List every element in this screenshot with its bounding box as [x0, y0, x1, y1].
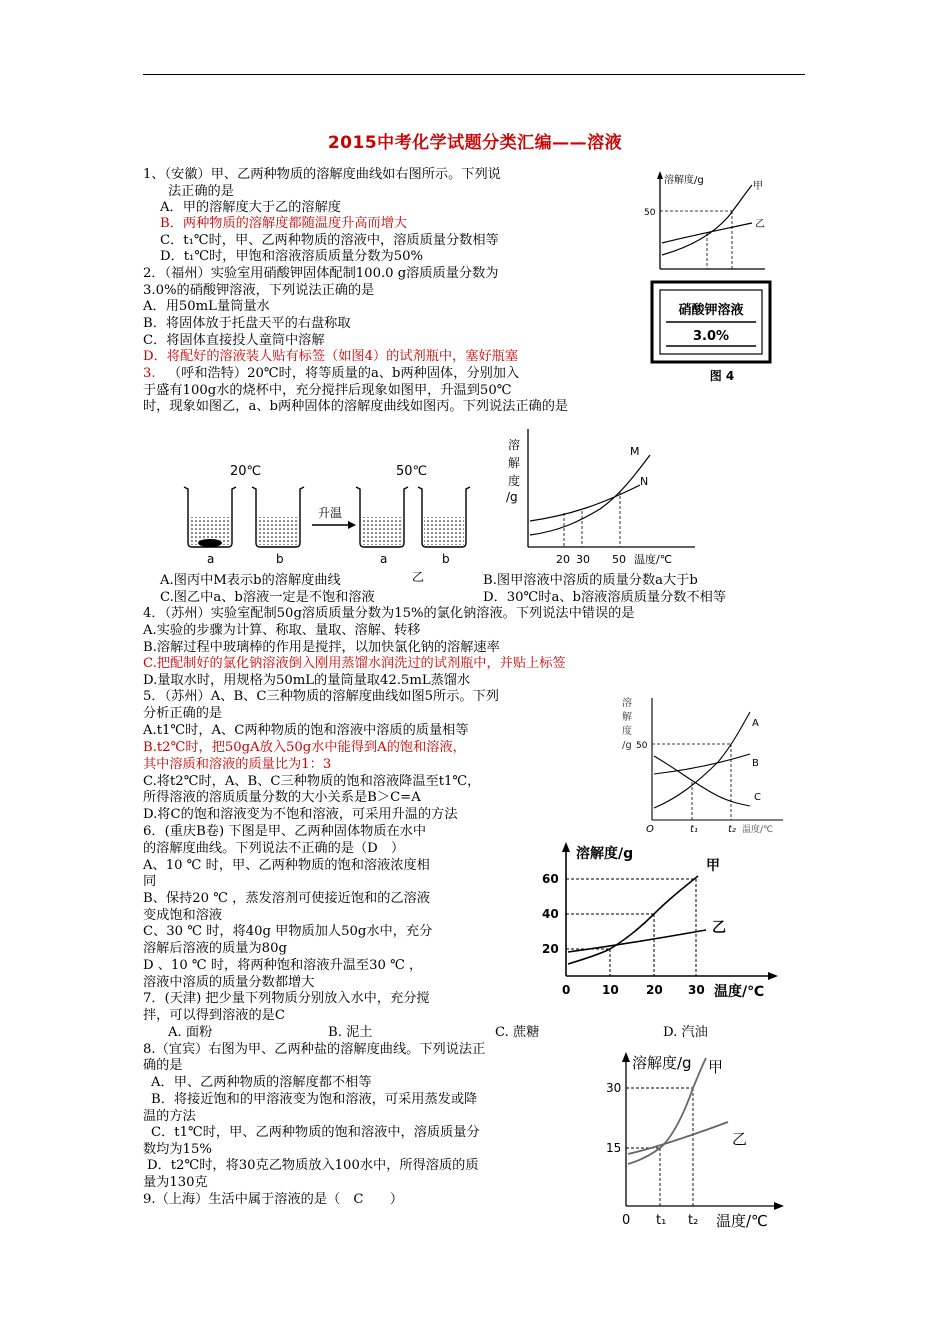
q3-chart-ylabel-3: 度 — [508, 474, 521, 488]
q3-heat-label: 升温 — [318, 506, 343, 520]
q6-xtick-30: 30 — [688, 983, 705, 997]
q8-option-d-1: D．t2℃时，将30克乙物质放入100水中，所得溶质的质 — [147, 1158, 479, 1173]
q6-ytick-60: 60 — [542, 872, 559, 886]
q7-option-a: A. 面粉 — [168, 1025, 213, 1040]
q2-option-a: A．用50mL量筒量水 — [143, 299, 270, 314]
q2-option-c: C．将固体直接投人童筒中溶解 — [143, 333, 325, 348]
page-title: 2015中考化学试题分类汇编——溶液 — [327, 133, 623, 153]
q5-stem-2: 分析正确的是 — [143, 706, 223, 721]
q1-chart-y50: 50 — [644, 208, 656, 218]
q5-label-a: A — [752, 718, 759, 729]
q8-label-yi: 乙 — [732, 1130, 748, 1148]
q3-label-n: N — [640, 475, 649, 488]
q6-curve-jia — [568, 876, 698, 964]
q5-stem-1: 5．（苏州）A、B、C三种物质的溶解度曲线如图5所示。下列 — [143, 689, 499, 704]
q2-label-conc: 3.0% — [692, 329, 730, 344]
q7-stem-1: 7．(天津) 把少量下列物质分别放入水中，充分搅 — [143, 991, 430, 1006]
q7-option-b: B. 泥土 — [328, 1025, 373, 1040]
q3-beaker-label-a: a — [207, 552, 215, 566]
q9-stem: 9.（上海）生活中属于溶液的是（ C ） — [143, 1192, 404, 1207]
q5-xtick-t2: t₂ — [728, 824, 736, 835]
q8-curve-yi — [628, 1122, 728, 1154]
q2-stem-1: 2．（福州）实验室用硝酸钾固体配制100.0 g溶质质量分数为 — [143, 266, 499, 281]
q3-stem-2: 于盛有100g水的烧杯中，充分搅拌后现象如图甲，升温到50℃ — [143, 383, 512, 398]
q8-curve-jia — [628, 1058, 706, 1164]
q2-option-b: B．将固体放于托盘天平的右盘称取 — [143, 316, 351, 331]
q5-option-b-2: 其中溶质和溶液的质量比为1：3 — [143, 757, 332, 772]
q2-label-name: 硝酸钾溶液 — [678, 303, 744, 318]
q8-stem-1: 8.（宜宾）右图为甲、乙两种盐的溶解度曲线。下列说法正 — [143, 1042, 486, 1057]
q5-chart-y50: 50 — [636, 741, 648, 751]
q3-xlabel: 温度/℃ — [634, 553, 673, 566]
q2-label-figure — [650, 280, 775, 385]
q1-label-jia: 甲 — [753, 181, 763, 192]
q5-xlabel: 温度/℃ — [742, 825, 774, 835]
q3-label-m: M — [630, 445, 640, 458]
q1-option-d: D．t₁℃时，甲饱和溶液溶质质量分数为50% — [160, 249, 424, 264]
q6-stem-2: 的溶解度曲线。下列说法不正确的是（D ） — [143, 841, 405, 856]
q6-label-jia: 甲 — [706, 858, 720, 874]
q3-curve-n — [530, 485, 640, 521]
q3-option-c: C.图乙中a、b溶液一定是不饱和溶液 — [160, 590, 375, 605]
q3-temp-20: 20℃ — [230, 464, 262, 479]
q8-xtick-t1: t₁ — [656, 1213, 667, 1228]
q8-option-c-2: 数均为15% — [143, 1142, 212, 1157]
q8-label-jia: 甲 — [708, 1058, 724, 1076]
q2-stem-2: 3.0%的硝酸钾溶液，下列说法正确的是 — [143, 283, 375, 298]
q3-solubility-chart — [500, 425, 700, 575]
top-rule — [143, 74, 805, 75]
q3-beaker-label-a2: a — [380, 552, 388, 566]
q5-option-c-1: C.将t2℃时，A、B、C三种物质的饱和溶液降温至t1℃， — [143, 774, 481, 789]
q6-xtick-0: 0 — [562, 983, 571, 997]
q6-curve-yi — [568, 930, 706, 952]
q6-xtick-20: 20 — [646, 983, 663, 997]
q5-option-c-2: 所得溶液的溶质质量分数的大小关系是B＞C=A — [143, 790, 421, 805]
q4-option-a: A.实验的步骤为计算、称取、量取、溶解、转移 — [143, 623, 421, 638]
q1-chart-ylabel: 溶解度/g — [664, 175, 704, 186]
q5-chart-ylabel-1: 溶 — [622, 698, 632, 709]
q7-stem-2: 拌，可以得到溶液的是C — [143, 1008, 285, 1023]
q5-curve-c — [654, 756, 750, 806]
q3-number: 3. — [143, 366, 156, 381]
q3-chart-ylabel-2: 解 — [508, 456, 521, 470]
q8-xlabel: 温度/℃ — [716, 1212, 768, 1230]
q1-stem-1: 1、（安徽）甲、乙两种物质的溶解度曲线如右图所示。下列说 — [143, 167, 501, 182]
q3-beaker-a-20 — [184, 487, 236, 547]
q5-curve-a — [654, 712, 750, 808]
q6-label-yi: 乙 — [712, 920, 726, 936]
q8-option-d-2: 量为130克 — [143, 1175, 208, 1190]
q1-option-b: B．两种物质的溶解度都随温度升高而增大 — [160, 216, 408, 231]
q8-option-a: A．甲、乙两种物质的溶解度都不相等 — [151, 1075, 372, 1090]
q8-xtick-t2: t₂ — [688, 1213, 699, 1228]
q6-option-c-2: 溶解后溶液的质量为80g — [143, 941, 287, 956]
q2-option-d: D．将配好的溶液装人贴有标签（如图4）的试剂瓶中，塞好瓶塞 — [143, 349, 519, 364]
q4-stem: 4．（苏州）实验室配制50g溶质质量分数为15%的氯化钠溶液。下列说法中错误的是 — [143, 606, 635, 621]
q5-chart-ylabel-4: /g — [622, 740, 632, 751]
q8-chart-ylabel: 溶解度/g — [632, 1054, 692, 1072]
q3-beaker-label-b1: b — [276, 552, 284, 566]
q6-stem-1: 6．(重庆B卷) 下图是甲、乙两种固体物质在水中 — [143, 824, 427, 839]
q5-label-c: C — [754, 792, 761, 803]
q3-option-a: A.图丙中M表示b的溶解度曲线 — [160, 573, 341, 588]
q3-stem-1: （呼和浩特）20℃时，将等质量的a、b两种固体，分别加入 — [168, 366, 520, 381]
q4-option-d: D.量取水时，用规格为50mL的量筒量取42.5mL蒸馏水 — [143, 673, 471, 688]
q6-ytick-40: 40 — [542, 907, 559, 921]
q7-option-d: D. 汽油 — [663, 1025, 708, 1040]
q3-beaker-label-b2: b — [442, 552, 450, 566]
q4-option-c: C.把配制好的氯化钠溶液倒入刚用蒸馏水润洗过的试剂瓶中，并贴上标签 — [143, 656, 566, 671]
q6-ytick-20: 20 — [542, 942, 559, 956]
q1-label-yi: 乙 — [755, 219, 765, 230]
q1-option-a: A．甲的溶解度大于乙的溶解度 — [160, 200, 341, 215]
q8-option-b-2: 温的方法 — [143, 1109, 196, 1124]
q3-option-b: B.图甲溶液中溶质的质量分数a大于b — [483, 573, 698, 588]
q3-temp-50: 50℃ — [396, 464, 428, 479]
q3-option-d: D．30℃时a、b溶液溶质质量分数不相等 — [483, 590, 727, 605]
q8-ytick-15: 15 — [606, 1141, 622, 1155]
q3-xtick-20: 20 — [556, 553, 570, 566]
q8-origin: 0 — [622, 1213, 631, 1228]
q6-option-d-2: 溶液中溶质的质量分数都增大 — [143, 975, 315, 990]
q6-solubility-chart — [538, 840, 780, 1000]
q5-option-d: D.将C的饱和溶液变为不饱和溶液，可采用升温的方法 — [143, 807, 458, 822]
q3-xtick-50: 50 — [612, 553, 626, 566]
q6-xtick-10: 10 — [602, 983, 619, 997]
q1-option-c: C．t₁℃时，甲、乙两种物质的溶液中，溶质质量分数相等 — [160, 233, 499, 248]
q5-origin: O — [646, 824, 654, 835]
q5-option-a: A.t1℃时，A、C两种物质的饱和溶液中溶质的质量相等 — [143, 723, 469, 738]
q5-label-b: B — [752, 758, 759, 769]
q6-option-a-2: 同 — [143, 874, 157, 889]
q3-beaker-figure — [178, 455, 478, 585]
q3-xtick-30: 30 — [576, 553, 590, 566]
q1-solubility-chart — [640, 165, 770, 277]
q6-option-d-1: D 、10 ℃ 时，将两种饱和溶液升温至30 ℃ ， — [143, 958, 423, 973]
q6-option-a-1: A、10 ℃ 时，甲、乙两种物质的饱和溶液浓度相 — [143, 858, 430, 873]
q3-chart-ylabel-1: 溶 — [508, 438, 521, 452]
q8-option-b-1: B．将接近饱和的甲溶液变为饱和溶液，可采用蒸发或降 — [151, 1092, 478, 1107]
q3-chart-ylabel-4: /g — [506, 490, 518, 504]
q3-stem-3: 时，现象如图乙，a、b两种固体的溶解度曲线如图丙。下列说法正确的是 — [143, 399, 569, 414]
q3-curve-m — [530, 455, 650, 535]
q6-option-b-1: B、保持20 ℃ ，蒸发溶剂可使接近饱和的乙溶液 — [143, 891, 430, 906]
q5-solubility-chart — [618, 690, 788, 835]
q3-beaker-a-50 — [356, 487, 408, 547]
q8-ytick-30: 30 — [606, 1081, 622, 1095]
q6-option-c-1: C、30 ℃ 时，将40g 甲物质加人50g水中，充分 — [143, 924, 433, 939]
q7-option-c: C. 蔗糖 — [495, 1025, 540, 1040]
q8-stem-2: 确的是 — [143, 1058, 183, 1073]
q8-solubility-chart — [600, 1048, 790, 1233]
q5-xtick-t1: t₁ — [690, 824, 698, 835]
q6-option-b-2: 变成饱和溶液 — [143, 908, 223, 923]
q1-stem-2: 法正确的是 — [168, 184, 234, 199]
q3-beaker-b-50 — [418, 487, 470, 547]
q8-option-c-1: C．t1℃时，甲、乙两种物质的饱和溶液中，溶质质量分 — [151, 1125, 480, 1140]
q3-beaker-b-20 — [252, 487, 304, 547]
q3-fig-yi: 乙 — [412, 570, 425, 584]
q5-chart-ylabel-2: 解 — [622, 712, 632, 723]
q6-xlabel: 温度/℃ — [714, 984, 765, 1000]
q6-chart-ylabel: 溶解度/g — [576, 846, 634, 862]
q5-option-b-1: B.t2℃时，把50gA放入50g水中能得到A的饱和溶液， — [143, 740, 466, 755]
q5-chart-ylabel-3: 度 — [622, 726, 632, 737]
q5-curve-b — [654, 754, 750, 774]
q2-fig-caption: 图 4 — [709, 369, 735, 383]
q4-option-b: B.溶解过程中玻璃棒的作用是搅拌，以加快氯化钠的溶解速率 — [143, 640, 500, 655]
